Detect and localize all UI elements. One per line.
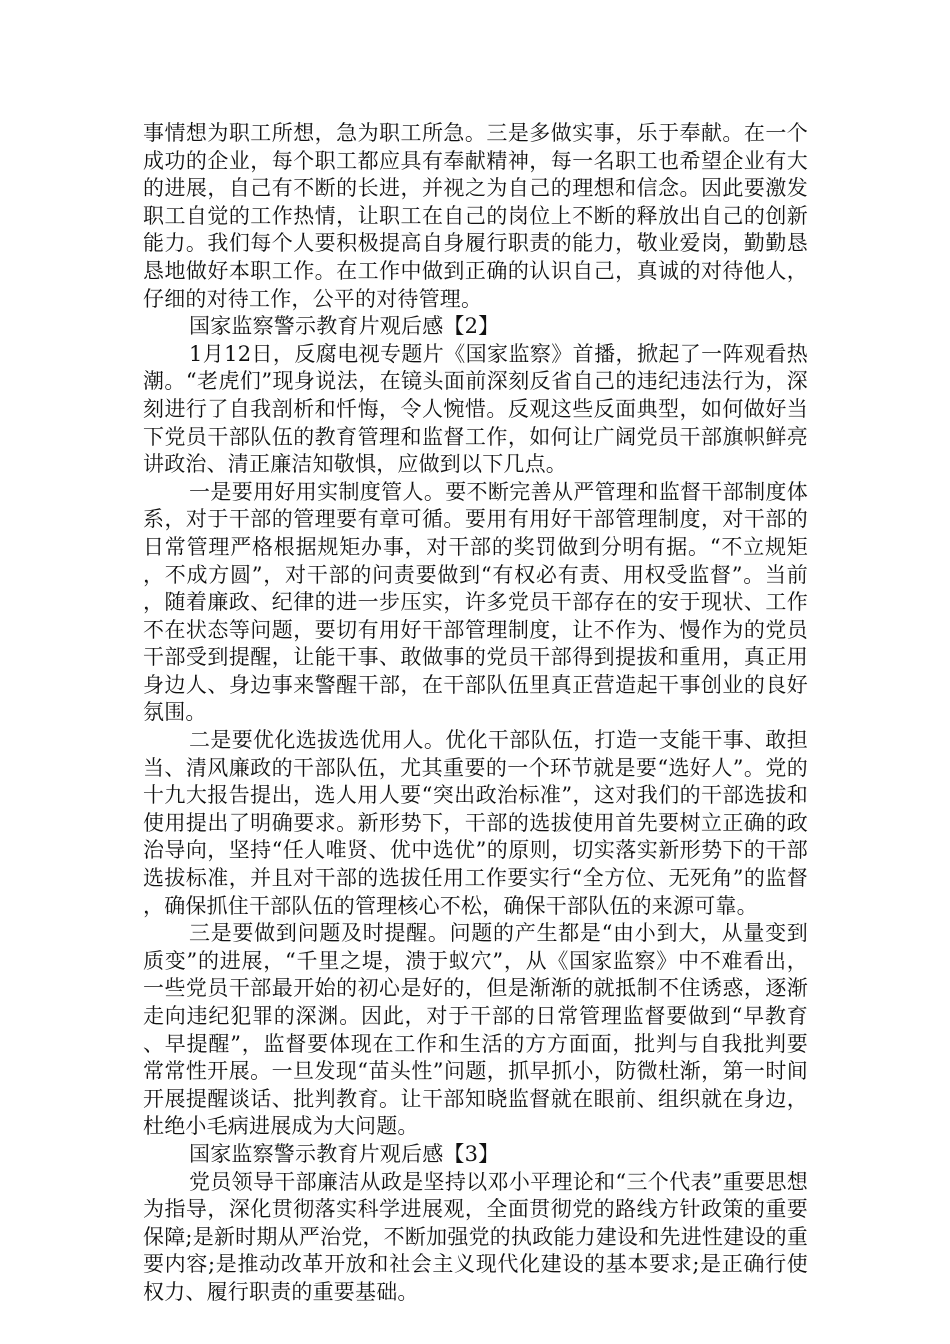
paragraph-section-3-intro: 党员领导干部廉洁从政是坚持以邓小平理论和“三个代表”重要思想为指导，深化贯彻落实科学进展观，全面贯彻党的路线方针政策的重要保障;是新时期从严治党，不断加强党的执政能力建设和先进性建设的重要内容;是推动改革开放和社会主义现代化建设的基本要求;是正确行使权力、履行职责的重要基础。 [143,1169,808,1304]
document-page [143,120,808,1307]
paragraph-point-two: 二是要优化选拔选优用人。优化干部队伍，打造一支能干事、敢担当、清风廉政的干部队伍，尤其重要的一个环节就是要“选好人”。党的十九大报告提出，选人用人要“突出政治标准”，这对我们的干部选拔和使用提出了明确要求。新形势下，干部的选拔使用首先要树立正确的政治导向，坚持“任人唯贤、优中选优”的原则，切实落实新形势下的干部选拔标准，并且对干部的选拔任用工作要实行“全方位、无死角”的监督，确保抓住干部队伍的管理核心不松，确保干部队伍的来源可靠。 [143,728,808,918]
section-heading-2: 国家监察警示教育片观后感【2】 [189,314,500,339]
paragraph-point-three: 三是要做到问题及时提醒。问题的产生都是“由小到大，从量变到质变”的进展，“千里之堤，溃于蚁穴”，从《国家监察》中不难看出，一些党员干部最开始的初心是好的，但是渐渐的就抵制不住诱惑，逐渐走向违纪犯罪的深渊。因此，对于干部的日常管理监督要做到“早教育、早提醒”，监督要体现在工作和生活的方方面面，批判与自我批判要常常性开展。一旦发现“苗头性”问题，抓早抓小，防微杜渐，第一时间开展提醒谈话、批判教育。让干部知晓监督就在眼前、组织就在身边，杜绝小毛病进展成为大问题。 [143,921,808,1139]
paragraph-intro: 1月12日，反腐电视专题片《国家监察》首播，掀起了一阵观看热潮。“老虎们”现身说法，在镜头面前深刻反省自己的违纪违法行为，深刻进行了自我剖析和忏悔，令人惋惜。反观这些反面典型，如何做好当下党员干部队伍的教育管理和监督工作，如何让广阔党员干部旗帜鲜亮讲政治、清正廉洁知敬惧，应做到以下几点。 [143,341,808,477]
paragraph-point-one: 一是要用好用实制度管人。要不断完善从严管理和监督干部制度体系，对于干部的管理要有章可循。要用有用好干部管理制度，对干部的日常管理严格根据规矩办事，对干部的奖罚做到分明有据。“不立规矩，不成方圆”，对干部的问责要做到“有权必有责、用权受监督”。当前，随着廉政、纪律的进一步压实，许多党员干部存在的安于现状、工作不在状态等问题，要切有用好干部管理制度，让不作为、慢作为的党员干部受到提醒，让能干事、敢做事的党员干部得到提拔和重用，真正用身边人、身边事来警醒干部，在干部队伍里真正营造起干事创业的良好氛围。 [143,479,808,725]
section-heading-3: 国家监察警示教育片观后感【3】 [189,1141,500,1166]
paragraph-continued-text: 事情想为职工所想，急为职工所急。三是多做实事，乐于奉献。在一个成功的企业，每个职工都应具有奉献精神，每一名职工也希望企业有大的进展，自己有不断的长进，并视之为自己的理想和信念。因此要激发职工自觉的工作热情，让职工在自己的岗位上不断的释放出自己的创新能力。我们每个人要积极提高自身履行职责的能力，敬业爱岗，勤勤恳恳地做好本职工作。在工作中做到正确的认识自己，真诚的对待他人，仔细的对待工作，公平的对待管理。 [143,121,808,311]
